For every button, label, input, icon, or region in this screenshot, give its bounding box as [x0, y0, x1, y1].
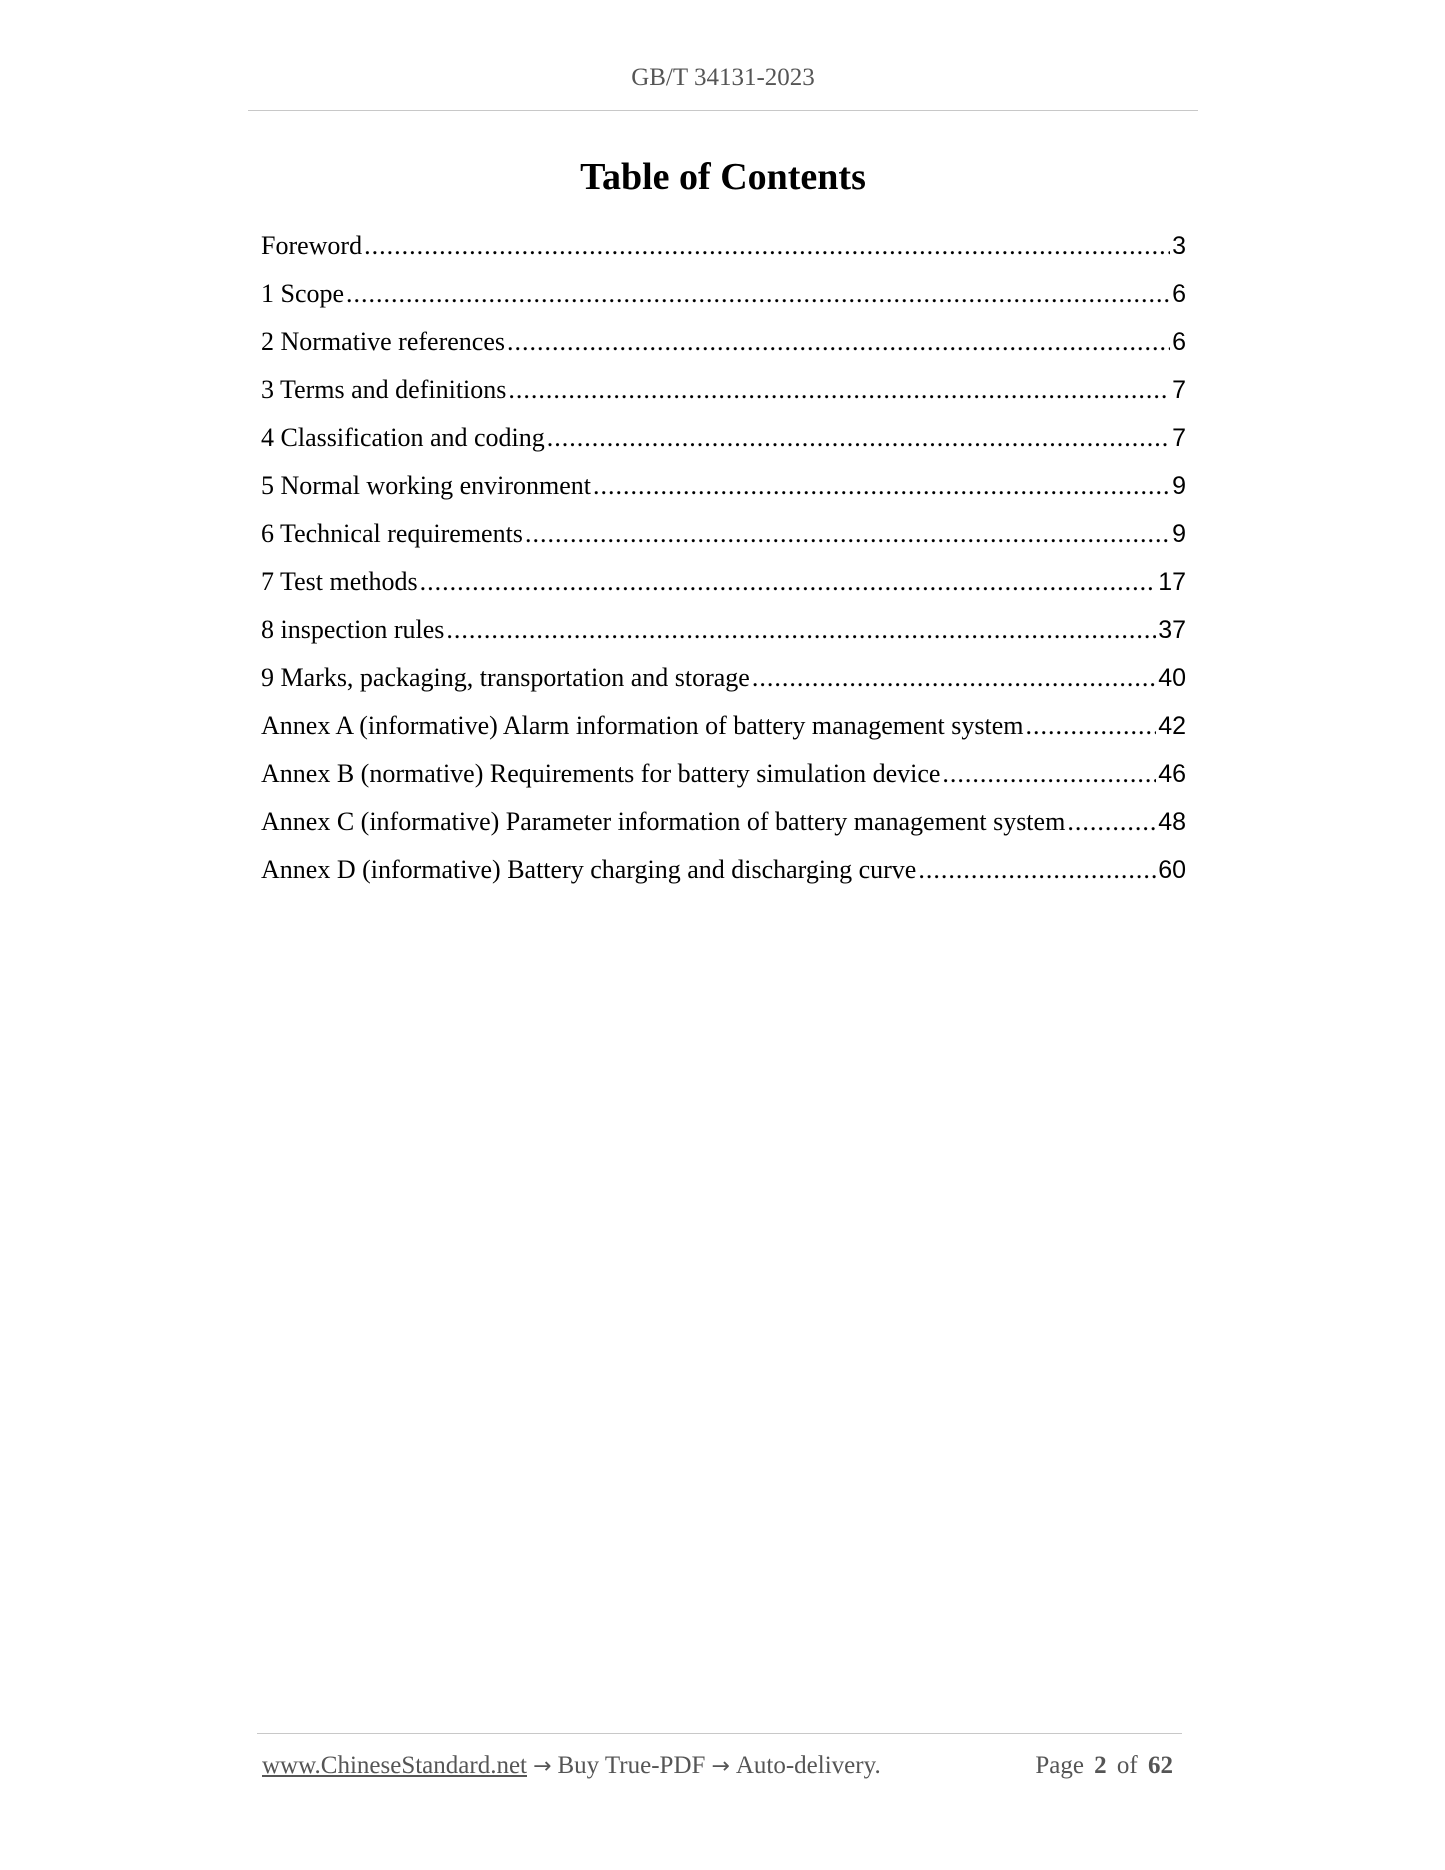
- toc-dot-leader: [942, 750, 1156, 798]
- toc-entry-annex-d[interactable]: [261, 846, 1186, 894]
- toc-entry-label: 6 Technical requirements: [261, 519, 523, 548]
- toc-title: Table of Contents: [580, 156, 866, 198]
- toc-dot-leader: [547, 414, 1170, 462]
- auto-delivery-text: Auto-delivery.: [735, 1752, 881, 1779]
- toc-entry-page: 6: [1172, 328, 1186, 356]
- toc-entry-page: 17: [1158, 568, 1186, 596]
- toc-dot-leader: [364, 222, 1170, 270]
- toc-dot-leader: [508, 366, 1170, 414]
- toc-entry-page: 46: [1158, 760, 1186, 788]
- toc-dot-leader: [752, 654, 1156, 702]
- toc-entry-normative-references[interactable]: [261, 318, 1186, 366]
- page-indicator: [1035, 1752, 1177, 1780]
- toc-entry-label: 9 Marks, packaging, transportation and storage: [261, 663, 750, 692]
- toc-entry-scope[interactable]: [261, 270, 1186, 318]
- toc-entry-page: 40: [1158, 664, 1186, 692]
- toc-entry-test-methods[interactable]: [261, 558, 1186, 606]
- toc-dot-leader: [420, 558, 1157, 606]
- toc-entry-page: 7: [1172, 376, 1186, 404]
- of-label: of: [1116, 1752, 1138, 1779]
- toc-entry-label: 4 Classification and coding: [261, 423, 545, 452]
- right-arrow-icon: →: [533, 1754, 552, 1779]
- toc-entry-page: 9: [1172, 472, 1186, 500]
- toc-entry-page: 48: [1158, 808, 1186, 836]
- toc-entry-label: Annex D (informative) Battery charging and discharging curve: [261, 855, 917, 884]
- toc-entry-technical-requirements[interactable]: [261, 510, 1186, 558]
- header-divider: [248, 110, 1198, 111]
- toc-entry-inspection-rules[interactable]: [261, 606, 1186, 654]
- toc-entry-label: 5 Normal working environment: [261, 471, 591, 500]
- toc-entry-page: 7: [1172, 424, 1186, 452]
- toc-entry-label: Annex C (informative) Parameter information of battery management system: [261, 807, 1066, 836]
- toc-dot-leader: [446, 606, 1156, 654]
- toc-entry-annex-c[interactable]: [261, 798, 1186, 846]
- page-label: Page: [1035, 1752, 1084, 1779]
- page-footer: [262, 1752, 1177, 1780]
- right-arrow-icon: →: [711, 1754, 730, 1779]
- toc-dot-leader: [918, 846, 1156, 894]
- total-pages-number: 62: [1148, 1752, 1173, 1779]
- toc-entry-marks-packaging[interactable]: [261, 654, 1186, 702]
- toc-entry-label: 7 Test methods: [261, 567, 418, 596]
- toc-entry-working-environment[interactable]: [261, 462, 1186, 510]
- toc-entry-annex-a[interactable]: [261, 702, 1186, 750]
- toc-entry-label: 1 Scope: [261, 279, 345, 308]
- toc-dot-leader: [525, 510, 1170, 558]
- toc-entry-page: 42: [1158, 712, 1186, 740]
- toc-entry-classification-coding[interactable]: [261, 414, 1186, 462]
- toc-dot-leader: [507, 318, 1170, 366]
- toc-entry-page: 6: [1172, 280, 1186, 308]
- toc-entry-label: 8 inspection rules: [261, 615, 445, 644]
- toc-entry-annex-b[interactable]: [261, 750, 1186, 798]
- toc-dot-leader: [346, 270, 1170, 318]
- toc-dot-leader: [1067, 798, 1156, 846]
- toc-dot-leader: [1025, 702, 1156, 750]
- toc-dot-leader: [593, 462, 1170, 510]
- footer-promo: [262, 1752, 881, 1780]
- website-link[interactable]: www.ChineseStandard.net: [262, 1752, 527, 1779]
- toc-entry-page: 60: [1158, 856, 1186, 884]
- toc-entry-page: 37: [1158, 616, 1186, 644]
- toc-entry-label: 2 Normative references: [261, 327, 505, 356]
- current-page-number: 2: [1094, 1752, 1107, 1779]
- toc-entry-foreword[interactable]: [261, 222, 1186, 270]
- toc-list: [261, 222, 1186, 894]
- document-code-header: GB/T 34131-2023: [631, 64, 815, 91]
- buy-true-pdf-text: Buy True-PDF: [557, 1752, 706, 1779]
- toc-entry-label: Annex B (normative) Requirements for battery simulation device: [261, 759, 941, 788]
- toc-entry-label: 3 Terms and definitions: [261, 375, 507, 404]
- toc-entry-label: Annex A (informative) Alarm information of battery management system: [261, 711, 1024, 740]
- footer-divider: [257, 1733, 1182, 1734]
- toc-entry-terms-definitions[interactable]: [261, 366, 1186, 414]
- toc-entry-page: 9: [1172, 520, 1186, 548]
- toc-entry-label: Foreword: [261, 231, 363, 260]
- toc-entry-page: 3: [1172, 232, 1186, 260]
